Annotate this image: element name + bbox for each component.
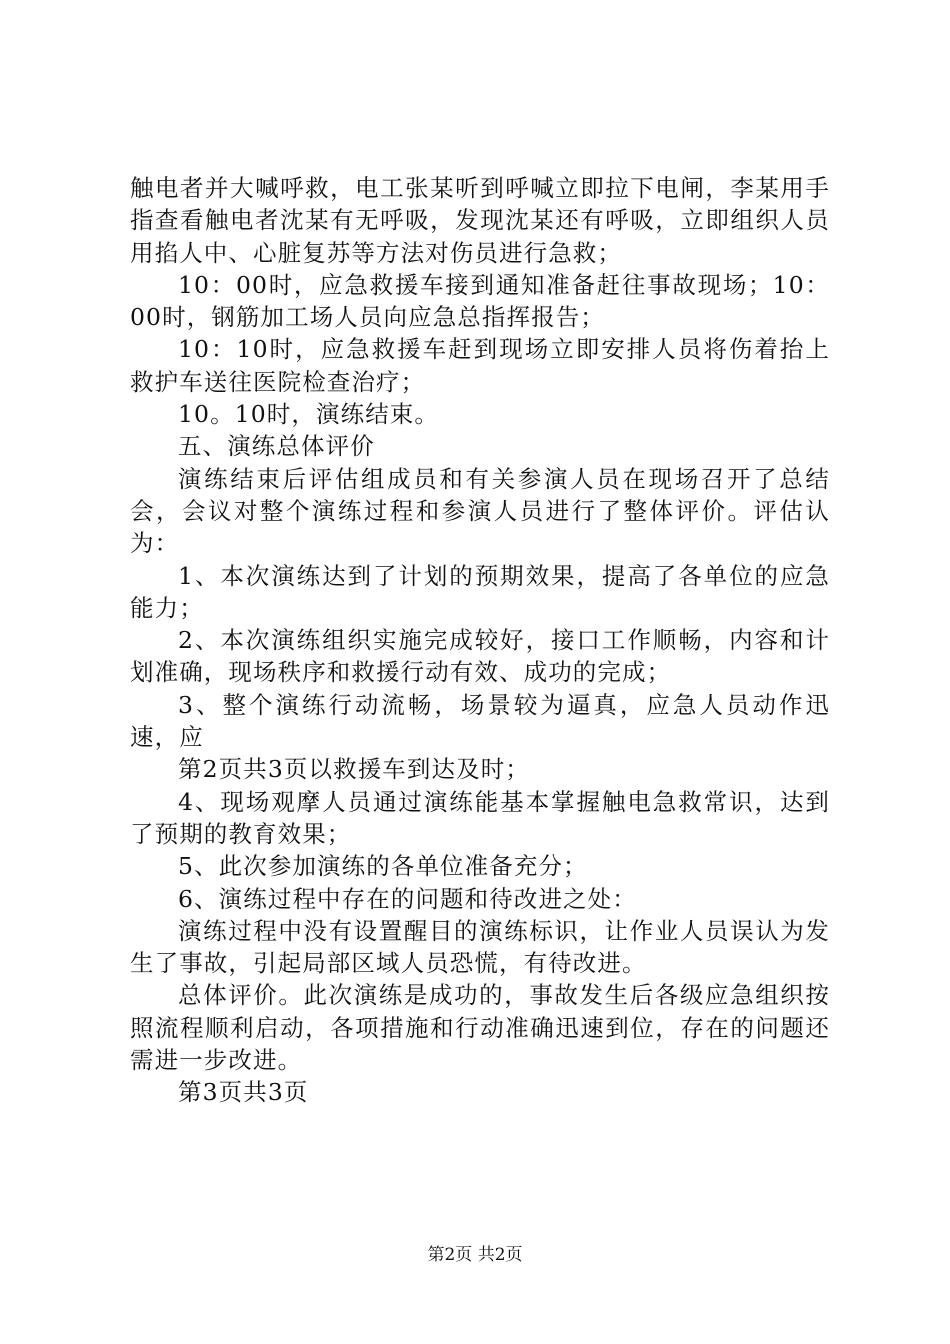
paragraph: 10。10时，演练结束。: [178, 400, 440, 429]
list-item: 1、本次演练达到了计划的预期效果，提高了各单位的应急能力；: [130, 561, 830, 622]
page-marker: 第3页共3页: [178, 1078, 309, 1107]
paragraph: 第2页共3页以救援车到达及时；: [178, 755, 530, 784]
page-footer: 第2页 共2页: [427, 1245, 523, 1265]
paragraph: 10：00时，应急救援车接到通知准备赶往事故现场；10：00时，钢筋加工场人员向应急总指挥报告；: [130, 270, 830, 332]
list-item: 4、现场观摩人员通过演练能基本掌握触电急救常识，达到了预期的教育效果；: [130, 787, 830, 848]
list-item: 2、本次演练组织实施完成较好，接口工作顺畅，内容和计划准确，现场秩序和救援行动有效、成功的完成；: [130, 626, 830, 687]
paragraph: 10：10时，应急救援车赶到现场立即安排人员将伤着抬上救护车送往医院检查治疗；: [130, 335, 830, 396]
document-body: [130, 172, 830, 1109]
section-heading: 五、演练总体评价: [178, 432, 375, 461]
list-item: 5、此次参加演练的各单位准备充分；: [178, 852, 588, 881]
list-item: 6、演练过程中存在的问题和待改进之处：: [178, 884, 637, 913]
paragraph: 演练结束后评估组成员和有关参演人员在现场召开了总结会，会议对整个演练过程和参演人员进行了整体评价。评估认为：: [130, 464, 830, 558]
paragraph: 总体评价。此次演练是成功的，事故发生后各级应急组织按照流程顺利启动，各项措施和行动准确迅速到位，存在的问题还需进一步改进。: [130, 981, 830, 1075]
paragraph: 演练过程中没有设置醒目的演练标识，让作业人员误认为发生了事故，引起局部区域人员恐慌，有待改进。: [130, 916, 830, 978]
paragraph: 触电者并大喊呼救，电工张某听到呼喊立即拉下电闸，李某用手指查看触电者沈某有无呼吸，发现沈某还有呼吸，立即组织人员用掐人中、心脏复苏等方法对伤员进行急救；: [130, 174, 830, 267]
list-item: 3、整个演练行动流畅，场景较为逼真，应急人员动作迅速，应: [130, 690, 830, 752]
